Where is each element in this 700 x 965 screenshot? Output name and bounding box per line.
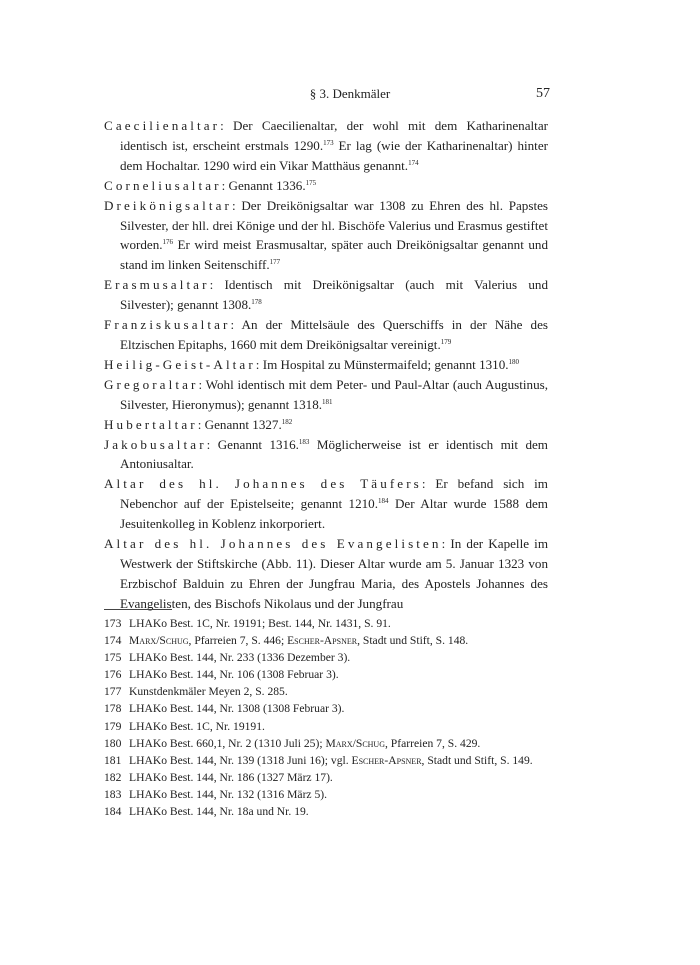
altar-entry: Jakobusaltar: Genannt 1316.$^{183}$ Möglicherweise ist er identisch mit dem Antoniusaltar. <box>104 436 548 472</box>
footnote-number: 180 <box>104 736 122 750</box>
footnote <box>104 752 548 769</box>
altar-entry: Hubertaltar: Genannt 1327.$^{182}$ <box>104 416 293 432</box>
footnote <box>104 803 548 820</box>
footnote-ref: 183 <box>298 437 310 446</box>
footnotes <box>104 615 548 820</box>
footnote <box>104 683 548 700</box>
altar-name: Gregoraltar <box>104 376 199 392</box>
footnote-ref: 180 <box>508 357 520 366</box>
footnote-number: 184 <box>104 805 122 819</box>
footnote-text: LHAKo Best. 144, Nr. 18a und Nr. 19. <box>129 805 309 819</box>
altar-entry: Heilig-Geist-Altar: Im Hospital zu Münstermaifeld; genannt 1310.$^{180}$ <box>104 356 520 372</box>
footnote-ref: 178 <box>251 298 262 307</box>
footnote-ref: 175 <box>305 178 317 187</box>
footnote <box>104 632 548 649</box>
footnote-number: 181 <box>104 753 122 767</box>
running-head <box>0 86 700 106</box>
altar-name: Dreikönigsaltar <box>104 197 232 213</box>
footnote-text: LHAKo Best. 1C, Nr. 19191; Best. 144, Nr. 1431, S. 91. <box>129 617 391 630</box>
altar-entry: Franziskusaltar: An der Mittelsäule des Querschiffs in der Nähe des Eltzischen Epitaphs, 1660 mit dem Dreikönigsaltar vereinigt.$^{179}$ <box>104 317 548 352</box>
footnote-number: 183 <box>104 787 122 801</box>
altar-name: Heilig-Geist-Altar <box>104 356 256 372</box>
footnote-text: LHAKo Best. 144, Nr. 1308 (1308 Februar 3). <box>129 702 345 716</box>
altar-name: Erasmusaltar <box>104 277 210 293</box>
altar-name: Caecilienaltar <box>104 118 221 133</box>
footnote <box>104 735 548 752</box>
footnote <box>104 666 548 683</box>
footnote-number: 175 <box>104 651 122 665</box>
footnote <box>104 786 548 803</box>
footnote-ref: 174 <box>408 158 419 167</box>
footnote-ref: 179 <box>440 337 452 346</box>
footnote-ref: 177 <box>269 258 281 267</box>
footnote <box>104 615 548 632</box>
altar-entry: Gregoraltar: Wohl identisch mit dem Peter- und Paul-Altar (auch Augustinus, Silvester, Hieronymus); genannt 1318.$^{181}$ <box>104 376 548 412</box>
footnote-text: LHAKo Best. 144, Nr. 233 (1336 Dezember 3). <box>129 651 351 665</box>
altar-entry: Erasmusaltar: Identisch mit Dreikönigsaltar (auch mit Valerius und Silvester); genannt 1308.$^{178}$ <box>104 277 548 313</box>
footnote-number: 178 <box>104 702 122 716</box>
footnote-ref: 173 <box>323 138 334 147</box>
main-text <box>104 116 548 614</box>
footnote-text: LHAKo Best. 660,1, Nr. 2 (1310 Juli 25); Marx/Schug, Pfarreien 7, S. 429. <box>129 736 481 750</box>
running-head-title: § 3. Denkmäler <box>309 86 391 101</box>
footnote-text: LHAKo Best. 144, Nr. 106 (1308 Februar 3). <box>129 668 339 682</box>
footnote-ref: 176 <box>162 238 174 247</box>
altar-entry: Altar des hl. Johannes des Täufers: Er befand sich im Nebenchor auf der Epistelseite; genannt 1210.$^{184}$ Der Altar wurde 1588 dem Jesuitenkolleg in Koblenz inkorporiert. <box>104 476 548 532</box>
altar-entry: Caecilienaltar: Der Caecilienaltar, der wohl mit dem Katharinenaltar identisch ist, erscheint erstmals 1290.$^{173}$ Er lag (wie der Katharinenaltar) hinter dem Hochaltar. 1290 wird ein Vikar Matthäus genannt.$^{174}$ <box>104 118 548 173</box>
footnote-ref: 181 <box>322 397 333 406</box>
altar-name: Jakobusaltar <box>104 436 207 452</box>
footnote-text: Kunstdenkmäler Meyen 2, S. 285. <box>129 685 288 699</box>
altar-name: Franziskusaltar <box>104 317 231 333</box>
footnote-number: 182 <box>104 770 122 784</box>
altar-name: Corneliusaltar <box>104 177 222 193</box>
footnote-number: 173 <box>104 617 122 630</box>
footnote <box>104 769 548 786</box>
altar-entry: Dreikönigsaltar: Der Dreikönigsaltar war 1308 zu Ehren des hl. Papstes Silvester, der hll. drei Könige und der hl. Bischöfe Valerius und Erasmus gestiftet worden.$^{176}$ Er wird meist Erasmusaltar, später auch Dreikönigsaltar genannt und stand im linken Seitenschiff.$^{177}$ <box>104 197 548 273</box>
footnote <box>104 649 548 666</box>
footnote-ref: 184 <box>378 497 389 506</box>
footnote-text: LHAKo Best. 1C, Nr. 19191. <box>129 719 265 733</box>
altar-name: Altar des hl. Johannes des Täufers <box>104 476 422 492</box>
footnote-number: 179 <box>104 719 122 733</box>
footnote-number: 177 <box>104 685 122 699</box>
footnote <box>104 700 548 717</box>
footnote-text: LHAKo Best. 144, Nr. 139 (1318 Juni 16); vgl. Escher-Apsner, Stadt und Stift, S. 149. <box>129 753 533 767</box>
altar-name: Altar des hl. Johannes des Evangelisten <box>104 536 442 552</box>
altar-entry: Altar des hl. Johannes des Evangelisten: In der Kapelle im Westwerk der Stiftskirche (Abb. 11). Dieser Altar wurde am 5. Januar 1323 von Erzbischof Balduin zu Ehren der Jungfrau Maria, des Apostels Johannes des Evangelisten, des Bischofs Nikolaus und der Jungfrau <box>104 536 548 611</box>
footnote-number: 174 <box>104 634 122 648</box>
footnote-number: 176 <box>104 668 122 682</box>
footnote-ref: 182 <box>281 417 293 426</box>
footnote <box>104 718 548 735</box>
altar-name: Hubertaltar <box>104 416 198 432</box>
footnote-text: Marx/Schug, Pfarreien 7, S. 446; Escher-Apsner, Stadt und Stift, S. 148. <box>129 634 469 648</box>
footnote-divider <box>104 609 172 610</box>
altar-entry: Corneliusaltar: Genannt 1336.$^{175}$ <box>104 177 317 193</box>
page-number: 57 <box>536 86 550 101</box>
footnote-text: LHAKo Best. 144, Nr. 132 (1316 März 5). <box>129 787 328 801</box>
footnote-text: LHAKo Best. 144, Nr. 186 (1327 März 17). <box>129 770 333 784</box>
